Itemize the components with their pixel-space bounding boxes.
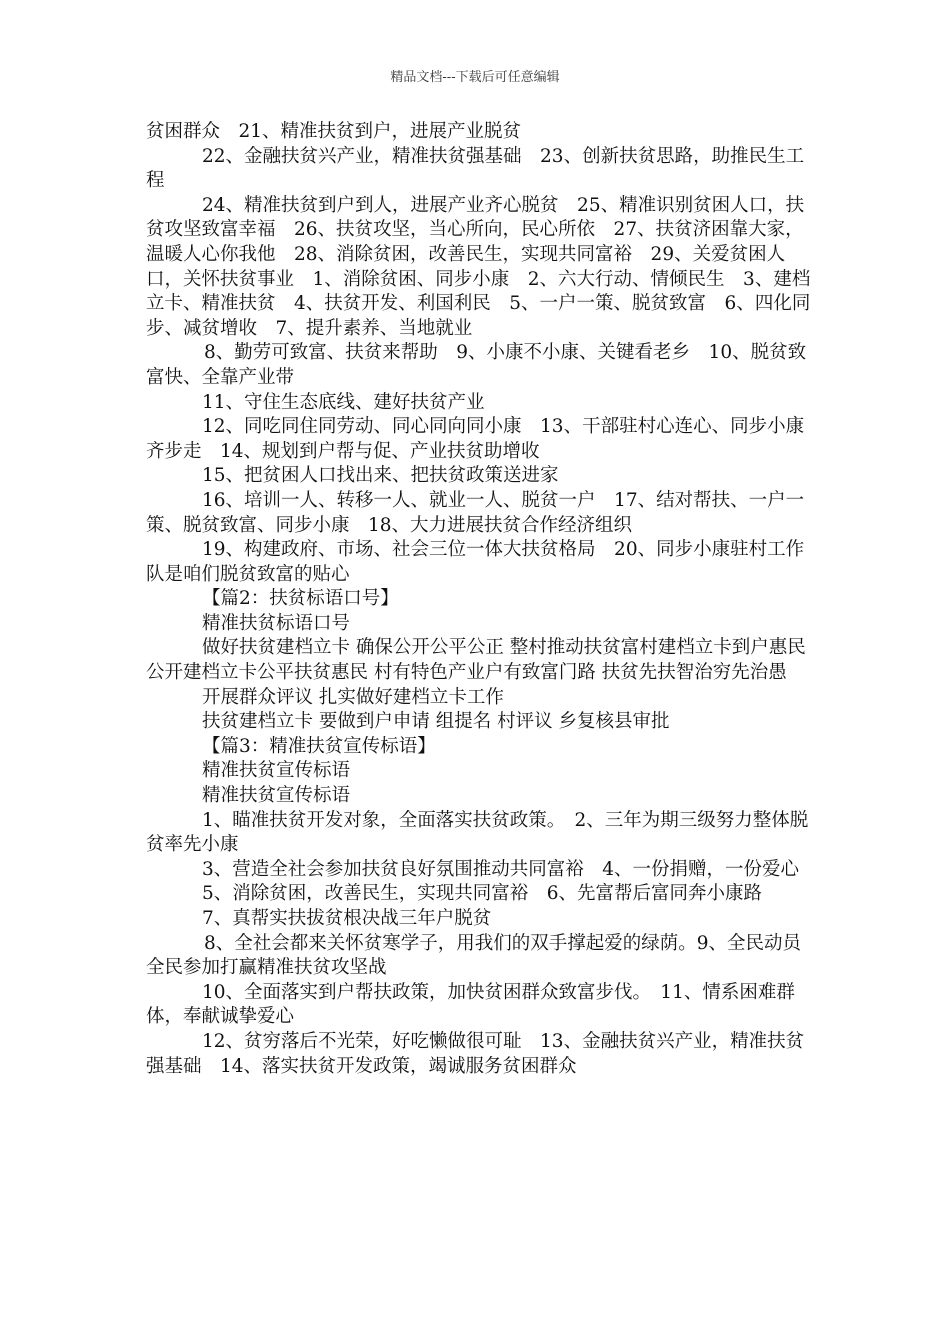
paragraph: 10、全面落实到户帮扶政策，加快贫困群众致富步伐。 11、情系困难群体，奉献诚挚爱心 (146, 981, 795, 1028)
paragraph: 11、守住生态底线、建好扶贫产业 (202, 391, 485, 413)
paragraph: 开展群众评议 扎实做好建档立卡工作 (202, 686, 504, 708)
paragraph: 做好扶贫建档立卡 确保公开公平公正 整村推动扶贫富村建档立卡到户惠民 公开建档立卡公平扶贫惠民 村有特色产业户有致富门路 扶贫先扶智治穷先治愚 (146, 637, 806, 684)
paragraph: 精准扶贫宣传标语 (202, 760, 351, 782)
paragraph: 3、营造全社会参加扶贫良好氛围推动共同富裕 4、一份捐赠，一份爱心 (202, 858, 800, 880)
document-body (146, 120, 816, 1079)
paragraph: 12、同吃同住同劳动、同心同向同小康 13、干部驻村心连心、同步小康齐步走 14、规划到户帮与促、产业扶贫助增收 (146, 416, 805, 462)
paragraph: 16、培训一人、转移一人、就业一人、脱贫一户 17、结对帮扶、一户一策、脱贫致富、同步小康 18、大力进展扶贫合作经济组织 (146, 489, 805, 536)
paragraph: 8、全社会都来关怀贫寒学子，用我们的双手撑起爱的绿荫。9、全民动员全民参加打赢精准扶贫攻坚战 (146, 932, 802, 979)
section-heading: 【篇3：精准扶贫宣传标语】 (202, 735, 436, 757)
paragraph: 12、贫穷落后不光荣，好吃懒做很可耻 13、金融扶贫兴产业，精准扶贫强基础 14、落实扶贫开发政策，竭诚服务贫困群众 (146, 1030, 805, 1077)
paragraph: 15、把贫困人口找出来、把扶贫政策送进家 (202, 465, 559, 487)
paragraph: 24、精准扶贫到户到人，进展产业齐心脱贫 25、精准识别贫困人口，扶贫攻坚致富幸福 26、扶贫攻坚，当心所向，民心所依 27、扶贫济困靠大家，温暖人心你我他 28、消除贫困，改善民生，实现共同富裕 29、关爱贫困人口，关怀扶贫事业 1、消除贫困、同步小康 2、六大行动、情倾民生 3、建档立卡、精准扶贫 4、扶贫开发、利国利民 5、一户一策、脱贫致富 6、四化同步、减贫增收 7、提升素养、当地就业 (146, 194, 811, 339)
paragraph: 5、消除贫困，改善民生，实现共同富裕 6、先富帮后富同奔小康路 (202, 883, 763, 905)
paragraph: 精准扶贫宣传标语 (202, 785, 351, 807)
paragraph: 19、构建政府、市场、社会三位一体大扶贫格局 20、同步小康驻村工作队是咱们脱贫致富的贴心 (146, 539, 805, 585)
paragraph: 7、真帮实扶拔贫根决战三年户脱贫 (202, 908, 492, 929)
paragraph: 贫困群众 21、精准扶贫到户，进展产业脱贫 (146, 121, 522, 142)
paragraph: 22、金融扶贫兴产业，精准扶贫强基础 23、创新扶贫思路，助推民生工程 (146, 145, 805, 192)
paragraph: 扶贫建档立卡 要做到户申请 组提名 村评议 乡复核县审批 (202, 711, 670, 733)
section-heading: 【篇2：扶贫标语口号】 (202, 588, 399, 610)
page-header: 精品文档---下载后可任意编辑 (390, 70, 560, 85)
paragraph: 精准扶贫标语口号 (202, 612, 351, 634)
paragraph: 8、勤劳可致富、扶贫来帮助 9、小康不小康、关键看老乡 10、脱贫致富快、全靠产业带 (146, 342, 807, 388)
paragraph: 1、瞄准扶贫开发对象，全面落实扶贫政策。 2、三年为期三级努力整体脱贫率先小康 (146, 809, 809, 856)
